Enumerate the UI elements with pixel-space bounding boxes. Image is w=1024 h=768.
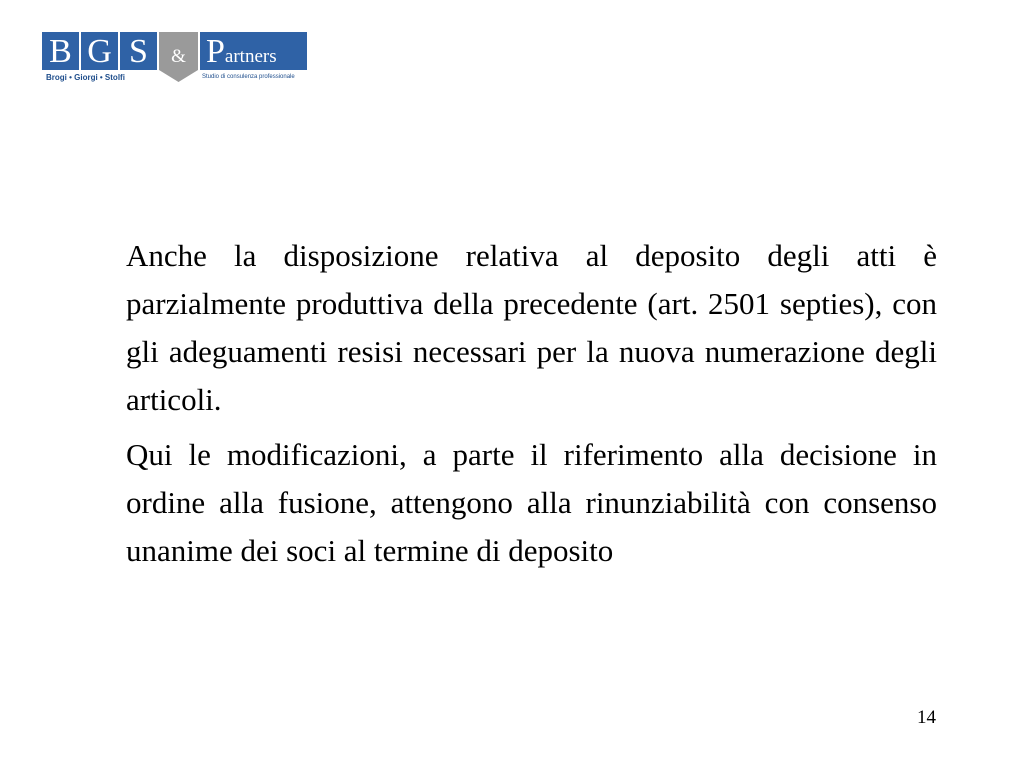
logo-partners-rest: artners (224, 46, 277, 67)
logo-ampersand-box (159, 32, 198, 84)
page-number: 14 (917, 707, 936, 728)
paragraph-2: Qui le modificazioni, a parte il riferimento alla decisione in ordine alla fusione, attengono alla rinunziabilità con consenso unanime dei soci al termine di deposito (126, 437, 937, 568)
body-text (126, 232, 937, 582)
company-logo (42, 32, 312, 84)
paragraph-1: Anche la disposizione relativa al deposito degli atti è parzialmente produttiva della precedente (art. 2501 septies), con gli adeguamenti resisi necessari per la nuova numerazione degli articoli. (126, 238, 937, 417)
logo-partners-initial: P (206, 33, 225, 70)
logo-tagline: Studio di consulenza professionale (202, 74, 295, 80)
logo-boxes (42, 32, 307, 70)
logo-partners (200, 32, 307, 70)
logo-letter-b: B (42, 32, 79, 70)
logo-letter-s: S (120, 32, 157, 70)
logo-ampersand: & (171, 46, 186, 67)
logo-founder-names: Brogi • Giorgi • Stolfi (46, 73, 125, 82)
logo-letter-g: G (81, 32, 118, 70)
